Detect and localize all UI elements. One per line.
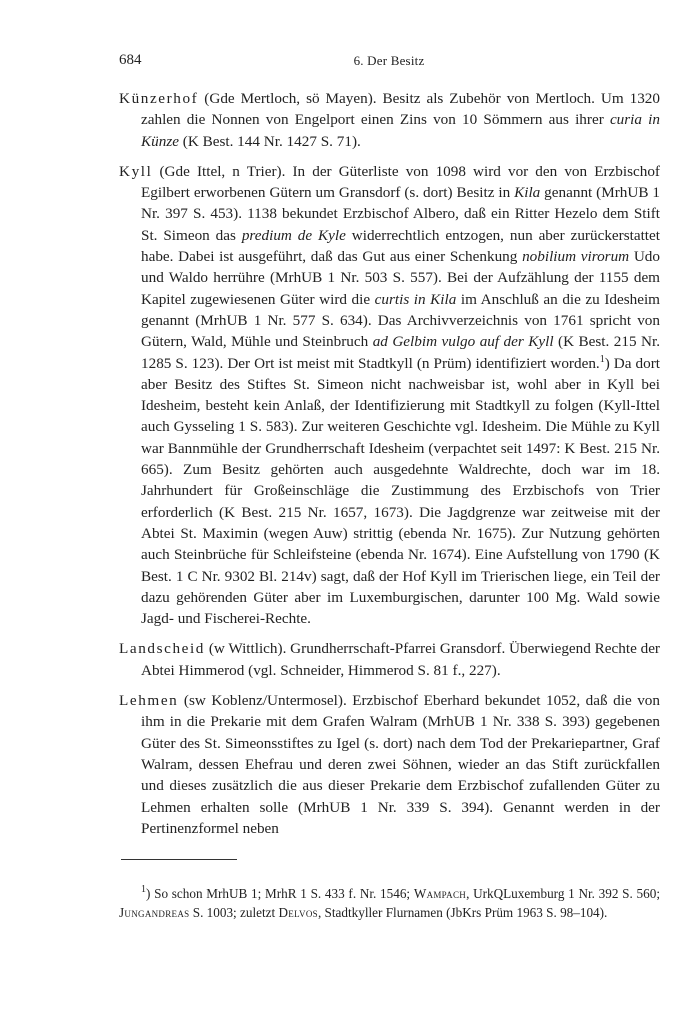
- latin-phrase: Kila: [514, 184, 541, 202]
- latin-phrase: ad Gelbim vulgo auf der Kyll: [372, 333, 554, 351]
- latin-phrase: curia in Künze: [141, 111, 660, 150]
- entry-headword: Kyll: [119, 162, 153, 180]
- entry-landscheid: [119, 638, 660, 681]
- entry-text: (Gde Mertloch, sö Mayen). Besitz als Zubehör von Mertloch. Um 1320 zahlen die Nonnen von Engelport einen Zins von 10 Sömmern aus ihrer: [141, 90, 660, 129]
- page-header: [119, 52, 659, 74]
- footnote-marker: 1: [141, 884, 146, 896]
- entry-text: Udo und Waldo herrühre (MrhUB 1 Nr. 503 S. 557). Bei der Aufzählung der 1155 dem Kapitel zugewiesenen Güter wird die: [141, 248, 660, 308]
- entry-text: ) Da dort aber Besitz des Stiftes St. Simeon nicht nachweisbar ist, wohl aber in Kyll bei Idesheim, besteht kein Anlaß, der Identifizierung mit Stadtkyll zu folgen (Kyll-Ittel auch Gysseling 1 S. 583). Zur weiteren Geschichte vgl. Idesheim. Die Mühle zu Kyll war Bannmühle der Grundherrschaft Idesheim (verpachtet seit 1497: K Best. 215 Nr. 665). Zum Besitz gehörten auch ausgedehnte Waldrechte, doch war im 18. Jahrhundert für Großeinschläge die Zustimmung des Erzbischofs von Trier erforderlich (K Best. 215 Nr. 1657, 1673). Die Jagdgrenze war zeitweise mit der Abtei St. Maximin (wegen Auw) strittig (ebenda Nr. 1675). Zur Nutzung gehörten auch Steinbrüche für Schleifsteine (ebenda Nr. 1674). Eine Aufstellung von 1790 (K Best. 1 C Nr. 9302 Bl. 214v) sagt, daß der Hof Kyll im Trierischen liege, ein Teil der dazu gehörenden Güter aber im Luxemburgischen, darunter 100 Mg. Wald sowie Jagd- und Fischerei-Rechte.: [141, 354, 660, 628]
- author-name: Jungandreas: [119, 904, 190, 920]
- entry-headword: Künzerhof: [119, 90, 199, 107]
- latin-phrase: nobilium virorum: [522, 248, 630, 266]
- entry-text: im Anschluß an die zu Idesheim genannt (MrhUB 1 Nr. 577 S. 634). Das Archivverzeichnis von 1761 spricht von Gütern, Wald, Mühle und Steinbruch: [141, 290, 660, 351]
- latin-phrase: predium de Kyle: [241, 226, 346, 244]
- footnote-reference[interactable]: 1: [599, 353, 605, 365]
- author-name: Delvos: [278, 904, 318, 920]
- entry-text: (sw Koblenz/Untermosel). Erzbischof Eberhard bekundet 1052, daß die von ihm in die Prekarie mit dem Grafen Walram (MrhUB 1 Nr. 338 S. 393) gegebenen Güter des St. Simeonsstiftes zu Igel (s. dort) nach dem Tod der Prekariepartner, Graf Walram, dessen Ehefrau und deren zwei Söhnen, wieder an das Stift zurückfallen und dieses zusätzlich die aus dieser Prekarie dem Erzbischof zufallenden Güter zu Lehmen erhalten solle (MrhUB 1 Nr. 339 S. 394). Genannt werden in der Pertinenzformel neben: [141, 692, 660, 837]
- entry-kuenzerhof: [119, 88, 660, 152]
- main-text: [119, 88, 660, 848]
- entry-text: (K Best. 215 Nr. 1285 S. 123). Der Ort ist meist mit Stadtkyll (n Prüm) identifiziert worden.: [141, 333, 660, 372]
- footnote-text: S. 1003; zuletzt: [189, 904, 279, 920]
- entry-text: (w Wittlich). Grundherrschaft-Pfarrei Gransdorf. Überwiegend Rechte der Abtei Himmerod (vgl. Schneider, Himmerod S. 81 f., 227).: [141, 640, 660, 679]
- entry-kyll: [119, 161, 660, 630]
- entry-text: (K Best. 144 Nr. 1427 S. 71).: [178, 132, 361, 150]
- entry-headword: Lehmen: [119, 692, 179, 710]
- entry-text: widerrechtlich entzogen, nun aber zurückerstattet habe. Dabei ist ausgeführt, daß das Gut aus einer Schenkung: [141, 226, 660, 266]
- entry-text: genannt (MrhUB 1 Nr. 397 S. 453). 1138 bekundet Erzbischof Albero, daß ein Ritter Hezelo dem Stift St. Simeon das: [141, 184, 661, 244]
- footnote-divider: [121, 859, 237, 860]
- entry-headword: Landscheid: [119, 640, 206, 658]
- author-name: Wampach: [413, 886, 467, 902]
- latin-phrase: curtis in Kila: [374, 290, 457, 308]
- page-number: 684: [119, 52, 142, 68]
- footnote-text: , UrkQLuxemburg 1 Nr. 392 S. 560;: [466, 886, 660, 902]
- footnote: [119, 885, 660, 922]
- footnote-text: ) So schon MrhUB 1; MrhR 1 S. 433 f. Nr. 1546;: [146, 886, 414, 902]
- footnote-text: , Stadtkyller Flurnamen (JbKrs Prüm 1963 S. 98–104).: [317, 904, 608, 920]
- entry-lehmen: [119, 690, 660, 839]
- entry-text: (Gde Ittel, n Trier). In der Güterliste von 1098 wird vor den von Erzbischof Egilbert erworbenen Gütern um Gransdorf (s. dort) Besitz in: [141, 162, 660, 202]
- running-head: 6. Der Besitz: [353, 53, 425, 68]
